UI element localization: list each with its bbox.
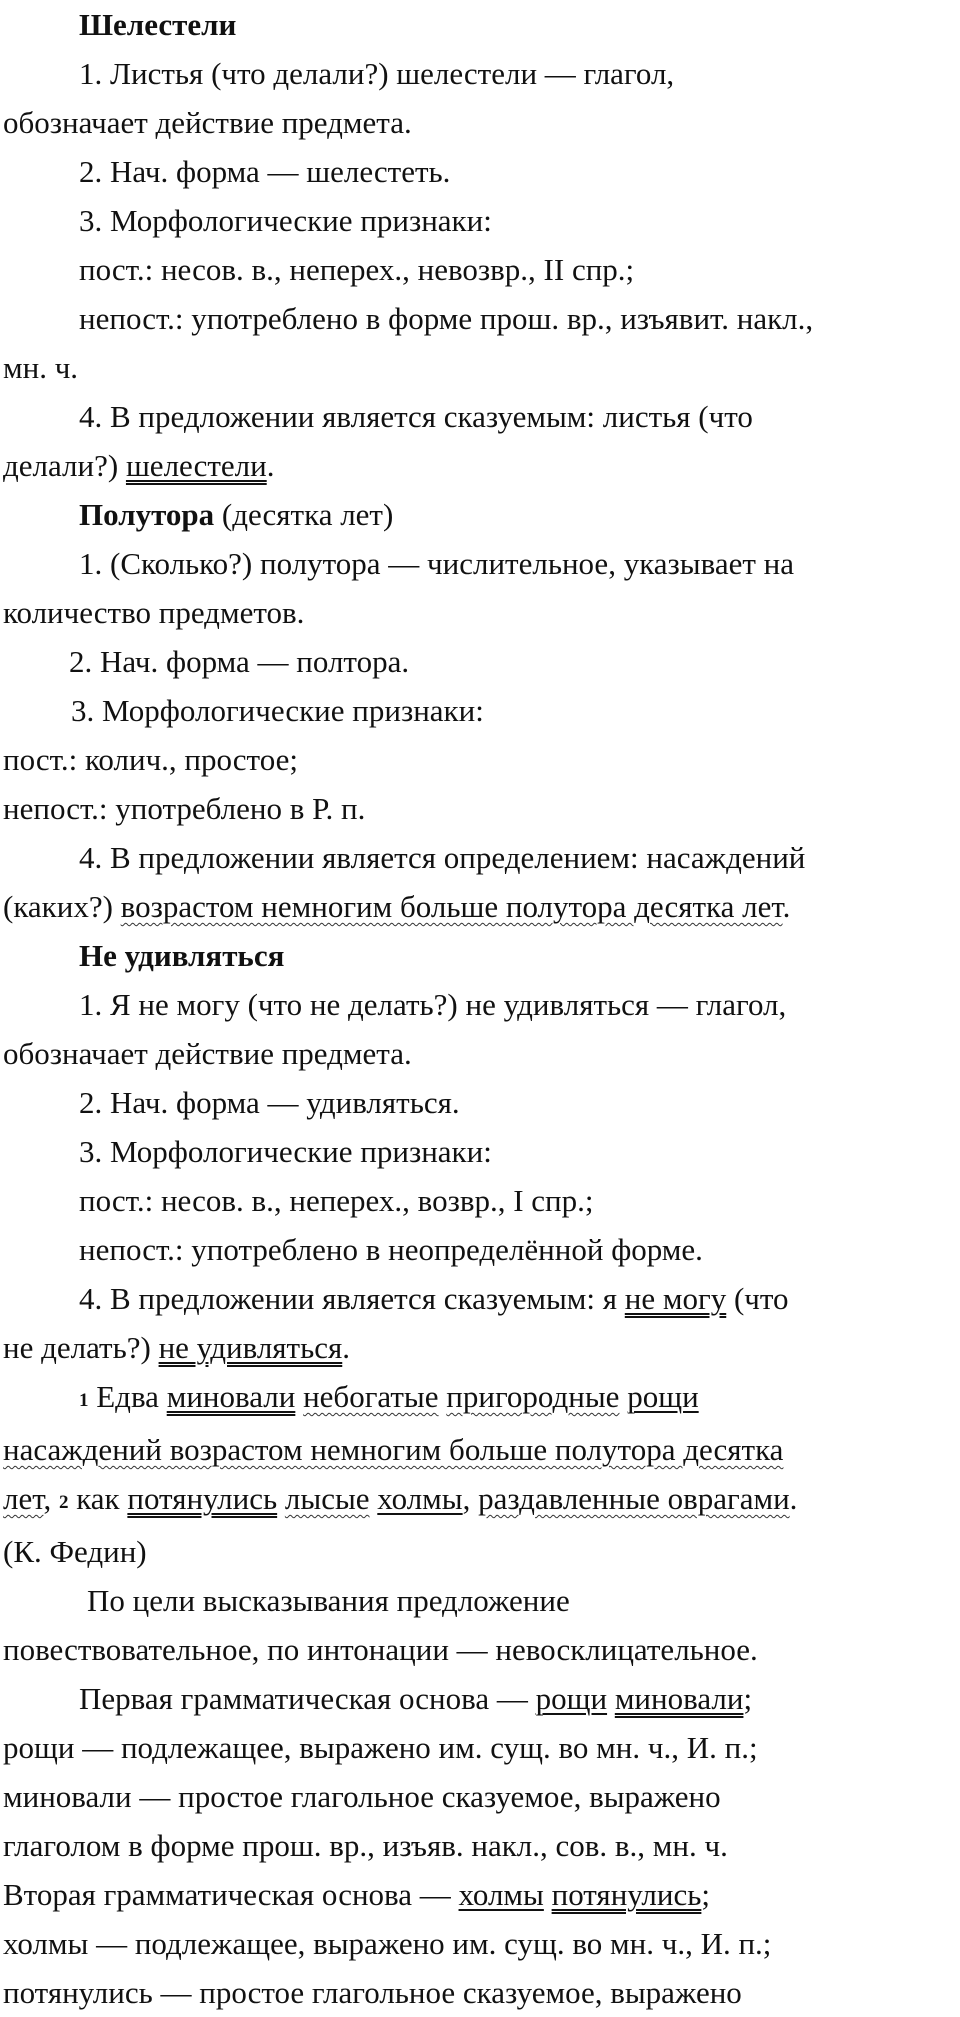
text-line bbox=[3, 882, 956, 931]
attribute-underlined: лет bbox=[3, 1481, 44, 1516]
attribute-underlined: возрастом немногим больше полутора десятка лет bbox=[120, 889, 783, 924]
text-line: обозначает действие предмета. bbox=[3, 1036, 412, 1071]
predicate-underlined: миновали bbox=[614, 1681, 744, 1716]
text-line: миновали — простое глагольное сказуемое, выражено bbox=[3, 1779, 721, 1814]
text-line: непост.: употреблено в форме прош. вр., изъявит. накл., bbox=[79, 301, 814, 336]
text-line: 2. Нач. форма — удивляться. bbox=[79, 1085, 460, 1120]
text-line: пост.: несов. в., неперех., возвр., I спр.; bbox=[79, 1183, 594, 1218]
text-line: По цели высказывания предложение bbox=[87, 1583, 570, 1618]
text-line bbox=[3, 1274, 956, 1323]
text-line bbox=[3, 1323, 956, 1372]
predicate-underlined: потянулись bbox=[551, 1877, 702, 1912]
text-span: Едва bbox=[88, 1379, 167, 1414]
attribute-underlined: раздавленные оврагами bbox=[478, 1481, 790, 1516]
predicate-underlined: не могу bbox=[624, 1281, 727, 1316]
section-title-shelesteli bbox=[3, 0, 956, 49]
subject-underlined: холмы bbox=[377, 1481, 463, 1516]
attribute-underlined: лысые bbox=[284, 1481, 370, 1516]
text-span: (каких?) bbox=[3, 889, 121, 924]
text-span: 4. В предложении является сказуемым: я bbox=[79, 1281, 625, 1316]
predicate-underlined: не удивляться bbox=[158, 1330, 343, 1365]
sentence-line bbox=[3, 1425, 956, 1474]
attribute-underlined: небогатые bbox=[303, 1379, 439, 1414]
sentence-line bbox=[3, 1372, 956, 1425]
text-line: 3. Морфологические признаки: bbox=[71, 693, 484, 728]
text-span: , bbox=[462, 1481, 479, 1516]
predicate-underlined: шелестели bbox=[125, 448, 267, 483]
attribute-underlined: пригородные bbox=[446, 1379, 620, 1414]
text-line: 2. Нач. форма — полтора. bbox=[69, 644, 410, 679]
text-line: рощи — подлежащее, выражено им. сущ. во мн. ч., И. п.; bbox=[3, 1730, 758, 1765]
section-title-text: Шелестели bbox=[79, 7, 237, 42]
sentence-author: (К. Федин) bbox=[3, 1534, 147, 1569]
subject-underlined: рощи bbox=[535, 1681, 608, 1716]
section-title-polutora bbox=[3, 490, 956, 539]
clause-number: 2 bbox=[58, 1492, 69, 1513]
text-line: мн. ч. bbox=[3, 350, 79, 385]
text-line: 1. Листья (что делали?) шелестели — глагол, bbox=[79, 56, 675, 91]
predicate-underlined: миновали bbox=[166, 1379, 296, 1414]
text-line: 3. Морфологические признаки: bbox=[79, 203, 492, 238]
text-span: . bbox=[342, 1330, 350, 1365]
section-title-text: Полутора bbox=[79, 497, 215, 532]
text-line: количество предметов. bbox=[3, 595, 305, 630]
text-line: 4. В предложении является сказуемым: листья (что bbox=[79, 399, 753, 434]
text-span: . bbox=[266, 448, 275, 483]
section-title-ne-udivlyatsya bbox=[3, 931, 956, 980]
text-span: ; bbox=[701, 1877, 710, 1912]
subject-underlined: холмы bbox=[458, 1877, 544, 1912]
text-line: повествовательное, по интонации — невосклицательное. bbox=[3, 1632, 758, 1667]
text-span: не делать?) bbox=[3, 1330, 159, 1365]
text-span: (что bbox=[726, 1281, 789, 1316]
text-span: делали?) bbox=[3, 448, 126, 483]
text-line: пост.: несов. в., неперех., невозвр., II спр.; bbox=[79, 252, 635, 287]
text-line: холмы — подлежащее, выражено им. сущ. во мн. ч., И. п.; bbox=[3, 1926, 772, 1961]
attribute-underlined: насаждений возрастом немногим больше полутора десятка bbox=[3, 1432, 784, 1467]
text-line: обозначает действие предмета. bbox=[3, 105, 412, 140]
predicate-underlined: потянулись bbox=[127, 1481, 278, 1516]
text-span: ; bbox=[743, 1681, 753, 1716]
text-span: Первая грамматическая основа — bbox=[79, 1681, 536, 1716]
text-line: пост.: колич., простое; bbox=[3, 742, 298, 777]
text-span: , bbox=[43, 1481, 59, 1516]
text-line: 1. Я не могу (что не делать?) не удивляться — глагол, bbox=[79, 987, 787, 1022]
text-line: непост.: употреблено в Р. п. bbox=[3, 791, 366, 826]
text-span: . bbox=[782, 889, 791, 924]
text-line: 1. (Сколько?) полутора — числительное, указывает на bbox=[79, 546, 795, 581]
text-span: Вторая грамматическая основа — bbox=[3, 1877, 459, 1912]
text-line: глаголом в форме прош. вр., изъяв. накл., сов. в., мн. ч. bbox=[3, 1828, 728, 1863]
text-line bbox=[3, 1674, 956, 1723]
clause-number: 1 bbox=[79, 1390, 89, 1411]
text-line: 2. Нач. форма — шелестеть. bbox=[79, 154, 451, 189]
text-span: . bbox=[789, 1481, 798, 1516]
text-line bbox=[3, 1870, 956, 1919]
text-line: потянулись — простое глагольное сказуемое, выражено bbox=[3, 1975, 742, 2010]
text-line: непост.: употреблено в неопределённой форме. bbox=[79, 1232, 703, 1267]
subject-underlined: рощи bbox=[627, 1379, 699, 1414]
text-line: 3. Морфологические признаки: bbox=[79, 1134, 492, 1169]
section-title-note: (десятка лет) bbox=[214, 497, 394, 532]
text-span: как bbox=[68, 1481, 128, 1516]
section-title-text: Не удивляться bbox=[79, 938, 285, 973]
text-line bbox=[3, 441, 956, 490]
text-line: 4. В предложении является определением: насаждений bbox=[79, 840, 806, 875]
sentence-line bbox=[3, 1474, 956, 1527]
